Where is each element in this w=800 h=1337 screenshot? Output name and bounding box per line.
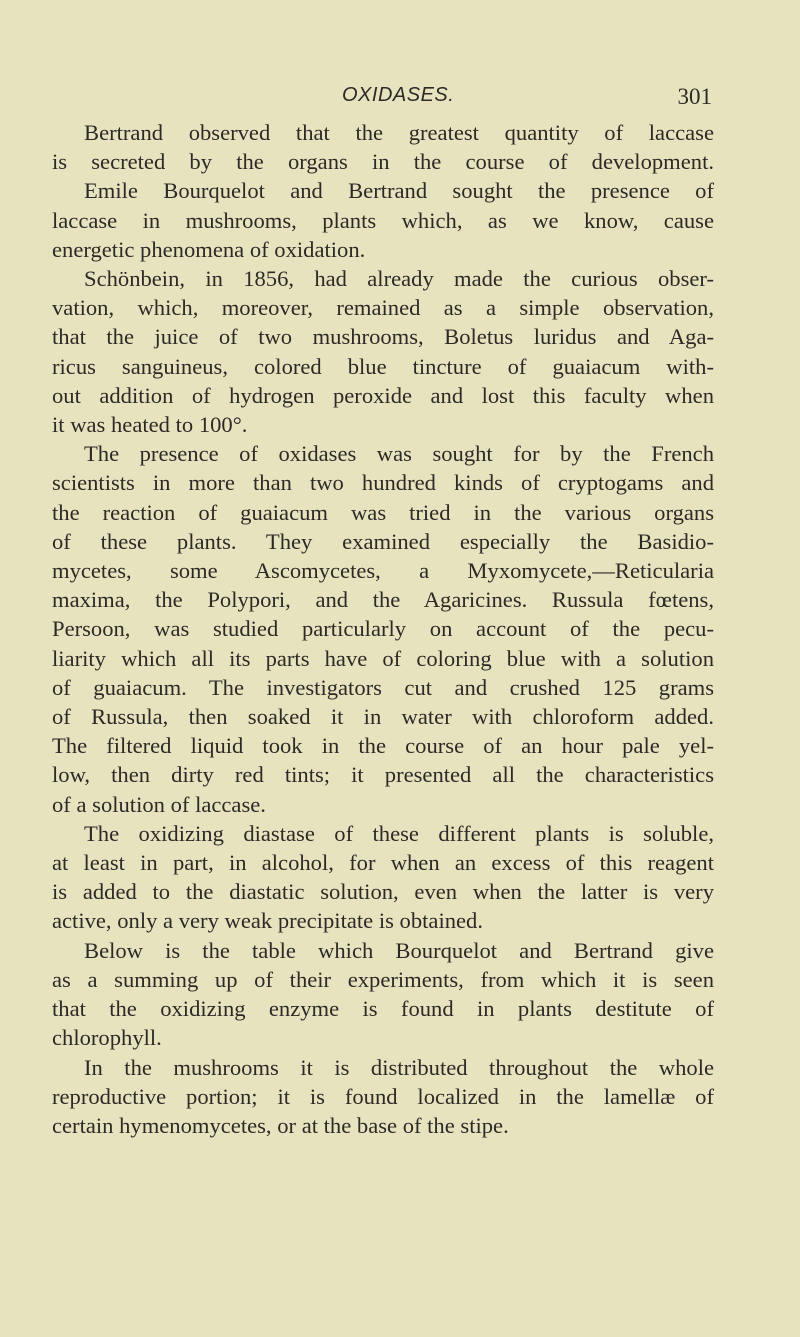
text-line: reproductive portion; it is found localized in the lamellæ of bbox=[52, 1083, 714, 1109]
text-line: the reaction of guaiacum was tried in the various organs bbox=[52, 499, 714, 525]
text-line: Bertrand observed that the greatest quantity of laccase bbox=[84, 120, 714, 145]
text-line: energetic phenomena of oxidation. bbox=[52, 236, 366, 262]
text-line: maxima, the Polypori, and the Agaricines. Russula fœtens, bbox=[52, 587, 714, 613]
page-number: 301 bbox=[677, 84, 712, 109]
body-text bbox=[52, 118, 714, 1140]
running-head bbox=[52, 84, 712, 110]
text-line: Emile Bourquelot and Bertrand sought the presence of bbox=[84, 178, 714, 204]
text-line: In the mushrooms it is distributed throughout the whole bbox=[84, 1054, 714, 1080]
text-line: of Russula, then soaked it in water with chloroform added. bbox=[52, 704, 714, 730]
text-line: is secreted by the organs in the course of development. bbox=[52, 149, 714, 175]
text-line: active, only a very weak precipitate is obtained. bbox=[52, 908, 483, 934]
text-line: that the oxidizing enzyme is found in plants destitute of bbox=[52, 996, 714, 1022]
text-line: Below is the table which Bourquelot and Bertrand give bbox=[84, 937, 714, 963]
text-line: as a summing up of their experiments, from which it is seen bbox=[52, 966, 714, 992]
text-line: The presence of oxidases was sought for by the French bbox=[84, 441, 714, 467]
text-line: The oxidizing diastase of these different plants is soluble, bbox=[84, 820, 714, 846]
text-line: The filtered liquid took in the course of an hour pale yel- bbox=[52, 733, 714, 759]
text-line: is added to the diastatic solution, even when the latter is very bbox=[52, 879, 714, 905]
text-line: at least in part, in alcohol, for when an excess of this reagent bbox=[52, 850, 714, 876]
text-line: certain hymenomycetes, or at the base of the stipe. bbox=[52, 1112, 509, 1138]
text-line: of these plants. They examined especially the Basidio- bbox=[52, 528, 714, 554]
text-line: Persoon, was studied particularly on account of the pecu- bbox=[52, 616, 714, 642]
text-line: that the juice of two mushrooms, Boletus luridus and Aga- bbox=[52, 324, 714, 350]
text-line: Schönbein, in 1856, had already made the curious obser- bbox=[84, 266, 714, 292]
text-line: chlorophyll. bbox=[52, 1025, 162, 1051]
text-line: ricus sanguineus, colored blue tincture of guaiacum with- bbox=[52, 353, 714, 379]
text-line: of a solution of laccase. bbox=[52, 791, 266, 817]
text-line: laccase in mushrooms, plants which, as we know, cause bbox=[52, 207, 714, 233]
text-line: vation, which, moreover, remained as a simple observation, bbox=[52, 295, 714, 321]
text-line: out addition of hydrogen peroxide and lost this faculty when bbox=[52, 382, 714, 408]
text-line: of guaiacum. The investigators cut and crushed 125 grams bbox=[52, 674, 714, 700]
text-line: mycetes, some Ascomycetes, a Myxomycete,—Reticularia bbox=[52, 558, 714, 584]
text-line: low, then dirty red tints; it presented all the characteristics bbox=[52, 762, 714, 788]
text-line: scientists in more than two hundred kinds of cryptogams and bbox=[52, 470, 714, 496]
running-title: OXIDASES. bbox=[342, 84, 455, 106]
text-line: it was heated to 100°. bbox=[52, 412, 248, 438]
text-line: liarity which all its parts have of coloring blue with a solution bbox=[52, 645, 714, 671]
